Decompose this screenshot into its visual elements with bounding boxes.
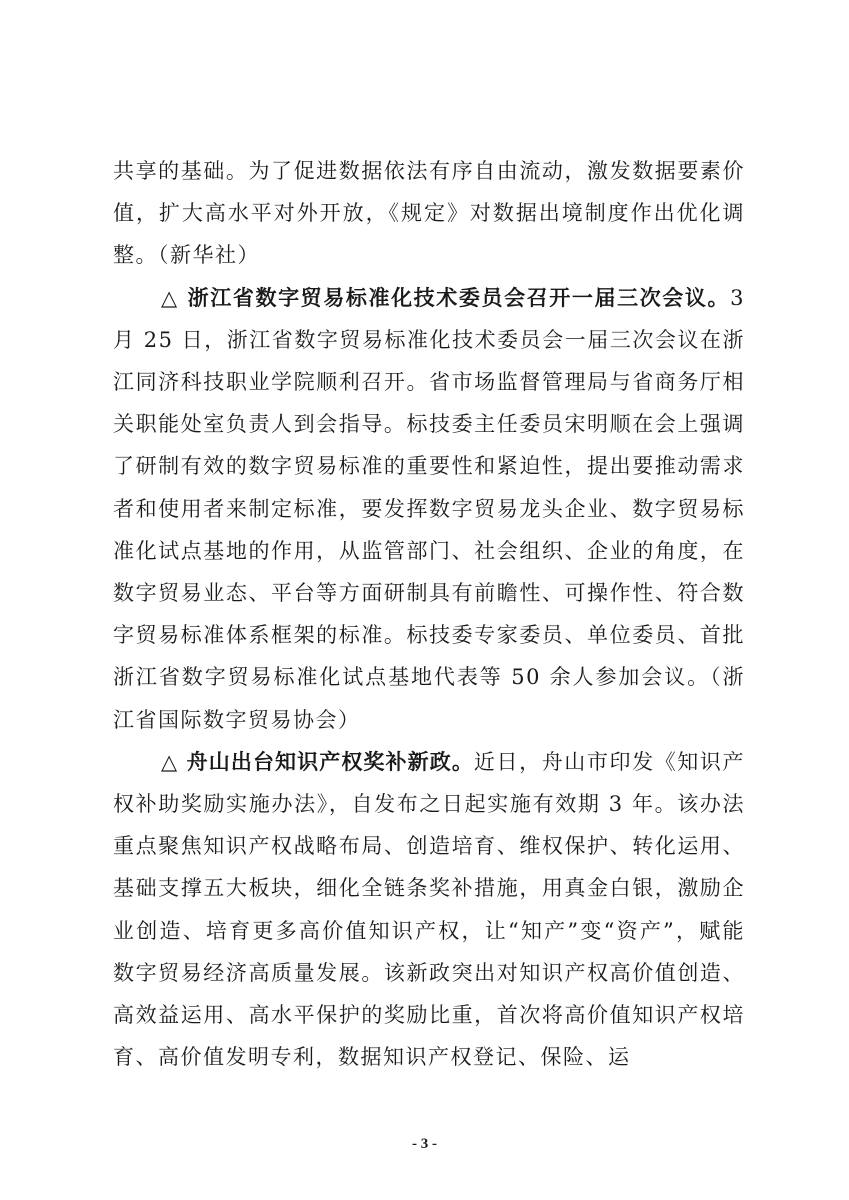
document-body xyxy=(113,150,745,1078)
page-number: - 3 - xyxy=(412,1136,437,1152)
paragraph-3-heading: △ 舟山出台知识产权奖补新政。 xyxy=(161,749,474,774)
paragraph-3-text: 近日，舟山市印发《知识产权补助奖励实施办法》，自发布之日起实施有效期 3 年。该办法重点聚焦知识产权战略布局、创造培育、维权保护、转化运用、基础支撑五大板块，细化全链条奖补措施，用真金白银，激励企业创造、培育更多高价值知识产权，让“知产”变“资产”，赋能数字贸易经济高质量发展。该新政突出对知识产权高价值创造、高效益运用、高水平保护的奖励比重，首次将高价值知识产权培育、高价值发明专利，数据知识产权登记、保险、运 xyxy=(113,749,745,1070)
paragraph-1-text: 共享的基础。为了促进数据依法有序自由流动，激发数据要素价值，扩大高水平对外开放，《规定》对数据出境制度作出优化调整。（新华社） xyxy=(113,159,745,268)
paragraph-1 xyxy=(113,150,745,277)
paragraph-2 xyxy=(113,277,745,741)
paragraph-2-heading: △ 浙江省数字贸易标准化技术委员会召开一届三次会议。 xyxy=(161,285,731,310)
paragraph-2-text: 3 月 25 日，浙江省数字贸易标准化技术委员会一届三次会议在浙江同济科技职业学院顺利召开。省市场监督管理局与省商务厅相关职能处室负责人到会指导。标技委主任委员宋明顺在会上强调了研制有效的数字贸易标准的重要性和紧迫性，提出要推动需求者和使用者来制定标准，要发挥数字贸易龙头企业、数字贸易标准化试点基地的作用，从监管部门、社会组织、企业的角度，在数字贸易业态、平台等方面研制具有前瞻性、可操作性、符合数字贸易标准体系框架的标准。标技委专家委员、单位委员、首批浙江省数字贸易标准化试点基地代表等 50 余人参加会议。（浙江省国际数字贸易协会） xyxy=(113,285,745,732)
paragraph-3 xyxy=(113,741,745,1079)
